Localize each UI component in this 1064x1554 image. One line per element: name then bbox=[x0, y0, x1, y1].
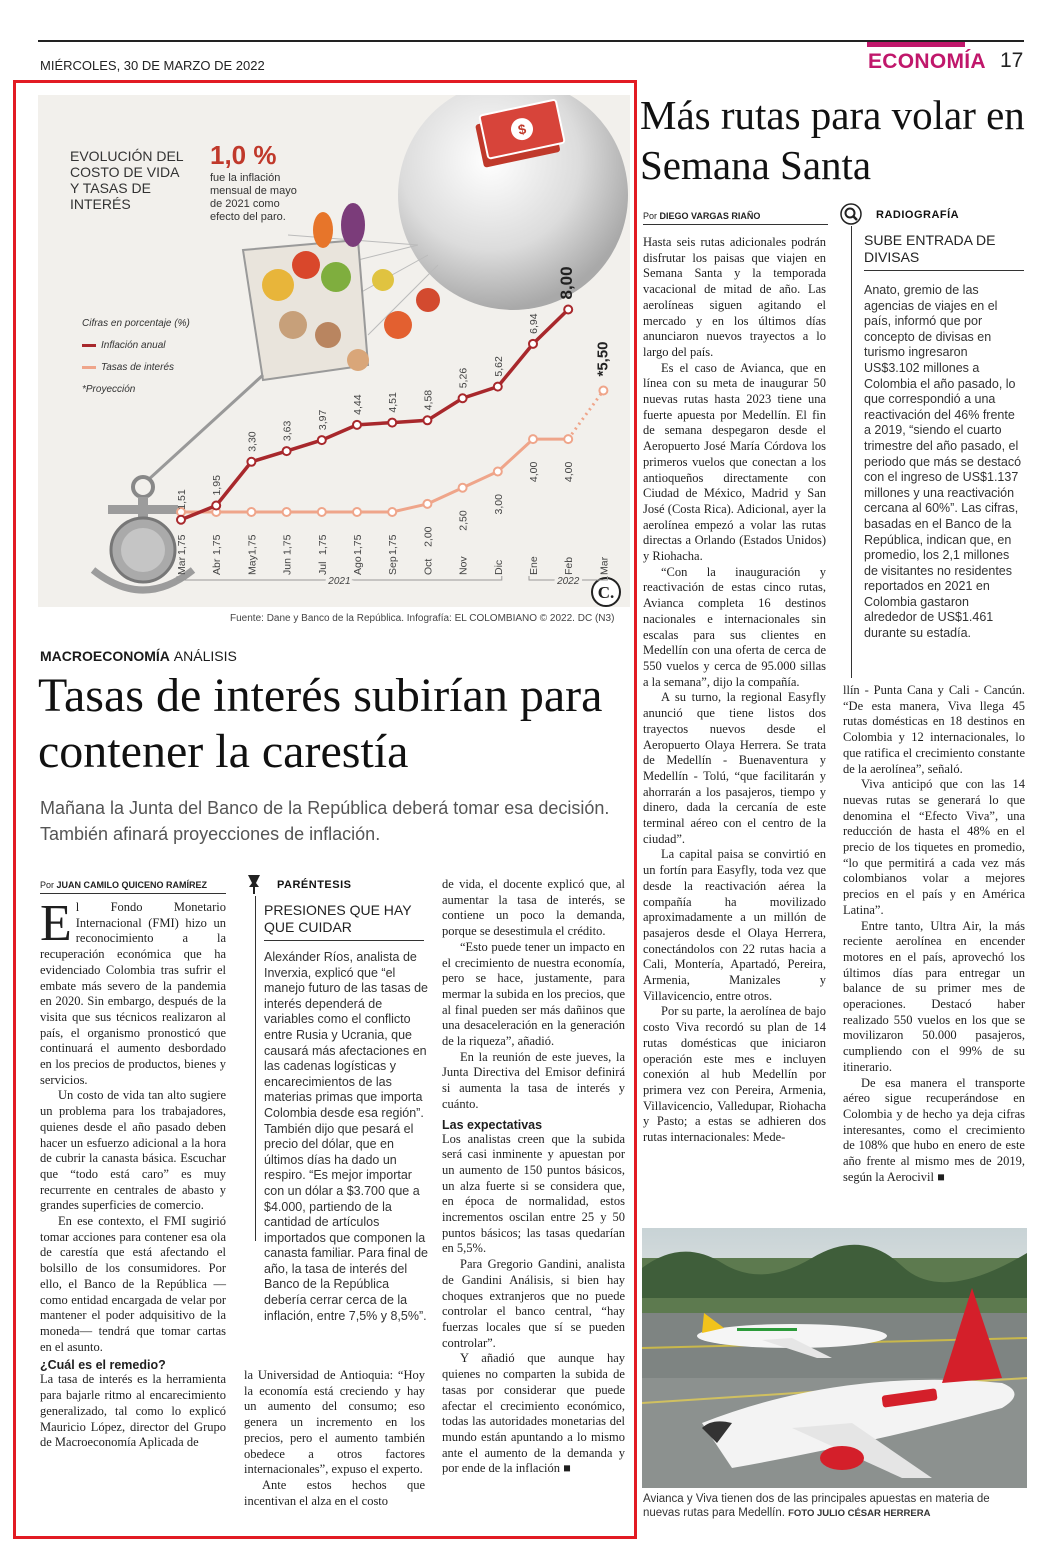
x-tick-label: Sep bbox=[387, 556, 400, 575]
article-paragraph: “Esto puede tener un impacto en el crecimiento de nuestra economía, pero se hace, justamente, para mermar la subida en los precios, que al final pueden ser más dañinos que una desaceleración en la generación de la riqueza”, añadió. bbox=[442, 939, 625, 1049]
article-column-3 bbox=[442, 877, 625, 1477]
data-label-rates: 1,75 bbox=[176, 534, 188, 555]
year-group-label: 2021 bbox=[328, 576, 351, 587]
data-label-rates: 1,75 bbox=[387, 534, 400, 555]
article-paragraph: Ante estos hechos que incentivan el alza en el costo bbox=[244, 1477, 425, 1508]
data-label-rates: 4,00 bbox=[528, 461, 540, 483]
data-point-inflation bbox=[283, 447, 291, 455]
data-point-inflation bbox=[247, 458, 255, 466]
article-paragraph: la Universidad de Antioquia: “Hoy la economía está creciendo y hay un aumento del consumo; eso genera un incremento en los precios, pero el aumento también obedece a otros factores internacionales”, expuso el experto. bbox=[244, 1368, 425, 1477]
side-paragraph: Por su parte, la aerolínea de bajo costo Viva recordó su plan de 14 rutas domésticas que iniciaron operación este mes e incluyen conexión al hub Medellín por primera vez con Pereira, Armenia, Villavicencio, Valledupar, Riohacha y Pasto; a estas se adhieren dos rutas internacionales: Mede- bbox=[643, 1004, 826, 1145]
data-label-inflation: 4,44 bbox=[352, 394, 364, 415]
data-point-rates bbox=[529, 435, 537, 443]
data-point-inflation bbox=[388, 419, 396, 427]
side-paragraph: llín - Punta Cana y Cali - Cancún. “De esta manera, Viva llega 45 rutas domésticas en 18 destinos en Colombia y 12 internacionales, lo que ratifica el crecimiento constante de la aerolínea”, señaló. bbox=[843, 683, 1025, 776]
article-byline: Por JUAN CAMILO QUICENO RAMÍREZ bbox=[40, 880, 208, 890]
data-point-rates bbox=[599, 387, 607, 395]
airport-photo bbox=[642, 1228, 1027, 1488]
legend-projection-note: *Proyección bbox=[82, 383, 136, 395]
side-article-byline: Por DIEGO VARGAS RIAÑO bbox=[643, 211, 761, 221]
airplanes-illustration bbox=[642, 1228, 1027, 1488]
side-column-1 bbox=[643, 235, 826, 1146]
data-point-inflation bbox=[353, 421, 361, 429]
article-deck: Mañana la Junta del Banco de la República deberá tomar esa decisión. También afinará proyecciones de inflación. bbox=[40, 798, 610, 844]
data-label-inflation: 4,51 bbox=[387, 392, 400, 413]
data-point-rates bbox=[388, 508, 396, 516]
legend-heading: Cifras en porcentaje (%) bbox=[82, 317, 190, 329]
data-label-rates: 2,00 bbox=[422, 526, 435, 547]
article-paragraph: de vida, el docente explicó que, al aumentar la tasa de interés, se contiene un poco la demanda, porque se desestimula el crédito. bbox=[442, 877, 625, 939]
data-label-rates: 2,50 bbox=[457, 510, 470, 531]
year-group-label: 2022 bbox=[557, 576, 580, 587]
svg-text:$: $ bbox=[516, 120, 528, 138]
data-label-inflation: 1,95 bbox=[211, 475, 224, 496]
x-tick-label: Jul bbox=[316, 561, 329, 575]
data-point-rates bbox=[353, 508, 361, 516]
article-paragraph: Para Gregorio Gandini, analista de Gandini Análisis, si bien hay choques extranjeros que no puede controlar el banco central, “hay fuerzas locales que sí se pueden controlar”. bbox=[442, 1257, 625, 1350]
highlight-note: fue la inflación mensual de mayo de 2021 como efecto del paro. bbox=[210, 172, 297, 223]
photo-caption: Avianca y Viva tienen dos de las principales apuestas en materia de nuevas rutas para Medellín. FOTO JULIO CÉSAR HERRERA bbox=[643, 1493, 990, 1519]
data-point-rates bbox=[494, 468, 502, 476]
magnifier-icon bbox=[840, 203, 862, 225]
data-label-rates: 1,75 bbox=[352, 534, 364, 555]
side-paragraph: A su turno, la regional Easyfly anunció que tiene listos dos trayectos nuevos desde el Aeropuerto Olaya Herrera. Se trata de Medellín - Buenaventura y Medellín - Tolú, “que facilitarán y ahorrarán a los pasajeros, tiempo y dinero, dada la cercanía de este terminal aéreo con el centro de la ciudad”. bbox=[643, 690, 826, 846]
data-label-inflation: 5,26 bbox=[457, 367, 470, 389]
data-label-rates: 1,75 bbox=[211, 534, 224, 555]
article-subhead: Las expectativas bbox=[442, 1117, 543, 1132]
byline-rule bbox=[40, 893, 226, 894]
side-article-headline: Más rutas para volar en Semana Santa bbox=[640, 92, 1025, 188]
legend-item-rates: Tasas de interés bbox=[82, 356, 190, 378]
article-paragraph: En ese contexto, el FMI sugirió tomar acciones para contener esa ola de carestía que está afectando el bolsillo de los consumidores. Por ello, el Banco de la República —como entidad encargada de velar por mantener el poder adquisitivo de la moneda— tendrá que tomar cartas en el asunto. bbox=[40, 1214, 226, 1354]
pin-icon bbox=[244, 873, 264, 895]
data-point-rates bbox=[423, 500, 431, 508]
article-kicker bbox=[40, 648, 237, 664]
article-paragraph: El Fondo Monetario Internacional (FMI) hizo un reconocimiento a la recuperación económica que ha evidenciado Colombia tras sufrir el embate más severo de la pandemia en 2020. Sin embargo, después de la visita que sus técnicos realizaron al país, el organismo pronosticó que continuará el aumento desbordado en los precios de productos, bienes y servicios. bbox=[40, 895, 226, 1087]
radiografia-title-rule bbox=[864, 270, 1024, 271]
x-tick-label: Nov bbox=[457, 556, 470, 575]
data-label-inflation: 3,97 bbox=[316, 409, 329, 431]
author-name: JUAN CAMILO QUICENO RAMÍREZ bbox=[56, 880, 208, 890]
data-label-inflation: 6,94 bbox=[528, 313, 540, 334]
data-label-rates: 1,75 bbox=[316, 534, 329, 555]
side-column-2 bbox=[843, 683, 1025, 1186]
data-point-rates bbox=[318, 508, 326, 516]
data-label-inflation: 1,51 bbox=[176, 489, 188, 510]
parentesis-title: PRESIONES QUE HAY QUE CUIDAR bbox=[264, 902, 412, 935]
data-label-rates: 4,00 bbox=[563, 461, 576, 483]
side-byline-rule bbox=[643, 224, 828, 225]
data-point-rates bbox=[283, 508, 291, 516]
side-author-name: DIEGO VARGAS RIAÑO bbox=[659, 211, 761, 221]
side-paragraph: Entre tanto, Ultra Air, la más reciente aerolínea en encender motores en el país, aprovechó los últimos días para entregar un balance de su primer mes de operaciones. Destacó haber realizado 550 vuelos en los que se movilizaron 50.000 pasajeros, cumpliendo con el 99% de su itinerario. bbox=[843, 918, 1025, 1074]
side-paragraph: Es el caso de Avianca, que en línea con su meta de inaugurar 50 nuevas rutas hasta 2023 tiene una fuerte apuesta por Medellín. El fin de semana despegaron desde el Aeropuerto José María Córdova los primeros vuelos que conectan a los antioqueños directamente con Ciudad de México, Madrid y San José (Costa Rica). Adicional, ayer la aerolínea empezó a volar las rutas directas a Orlando (Estados Unidos) y Riohacha. bbox=[643, 360, 826, 564]
page-number: 17 bbox=[1000, 49, 1024, 72]
data-label-inflation: 3,30 bbox=[246, 431, 259, 452]
article-column-2 bbox=[244, 1368, 425, 1509]
x-tick-label: Dic bbox=[492, 559, 505, 575]
highlight-value: 1,0 % bbox=[210, 140, 277, 170]
parentesis-title-rule bbox=[264, 940, 424, 941]
side-paragraph: La capital paisa se convirtió en un fortín para Easyfly, toda vez que desde la reactivación aérea la compañía ha movilizado aproximadamente a un millón de pasajeros desde el Olaya Herrera, conectándolos con 22 rutas hacia a Cali, Montería, Apartadó, Pereira, Armenia, Manizales y Villavicencio, entre otros. bbox=[643, 847, 826, 1003]
x-tick-label: Mar bbox=[176, 556, 188, 575]
dropcap: E bbox=[40, 895, 72, 952]
infographic-title: EVOLUCIÓN DEL COSTO DE VIDA Y TASAS DE INTERÉS bbox=[70, 148, 184, 212]
article-paragraph: Un costo de vida tan alto sugiere un problema para los trabajadores, quienes desde el año pasado deben hacer un esfuerzo adicional a la hora de cubrir la canasta básica. Escuchar que “todo está caro” es muy recurrente en centrales de abasto y grandes superficies de comercio. bbox=[40, 1088, 226, 1213]
data-label-rates: 1,75 bbox=[246, 534, 259, 555]
data-label-inflation: 5,62 bbox=[492, 356, 505, 377]
article-paragraph: Y añadió que aunque hay quienes no comparten la subida de tasas por considerar que puede afectar el crecimiento económico, todas las autoridades monetarias del mundo están apuntando a lo mismo ante el aumento de la demanda y por ende de la inflación ■ bbox=[442, 1351, 625, 1476]
x-tick-label: Abr bbox=[211, 558, 224, 575]
kicker-topic: MACROECONOMÍA bbox=[40, 648, 170, 664]
data-point-inflation bbox=[177, 516, 185, 524]
article-paragraph: En la reunión de este jueves, la Junta Directiva del Emisor definirá si aumenta la tasa de interés y cuánto. bbox=[442, 1049, 625, 1111]
article-paragraph: La tasa de interés es la herramienta para bajarle ritmo al encarecimiento generalizado, tal como lo explicó Mauricio López, director del Grupo de Macroeconomía Aplicada de bbox=[40, 1372, 226, 1450]
x-tick-label: Feb bbox=[563, 556, 576, 575]
article-paragraph: Los analistas creen que la subida será casi inminente y apuestan por un aumento de 150 puntos básicos, un alza fuerte si se considera que, en época de normalidad, estos incrementos oscilan entre 25 y 50 puntos básicos; las tasas quedarían en 5,5%. bbox=[442, 1131, 625, 1256]
data-point-rates bbox=[459, 484, 467, 492]
section-color-bar bbox=[867, 42, 965, 47]
article-column-1 bbox=[40, 895, 226, 1451]
data-point-rates bbox=[564, 435, 572, 443]
data-point-inflation bbox=[423, 416, 431, 424]
data-label-inflation: 3,63 bbox=[281, 420, 294, 442]
x-tick-label: Jun bbox=[281, 558, 294, 575]
data-point-inflation bbox=[564, 306, 572, 314]
series-line-rates-projection bbox=[568, 391, 603, 440]
side-paragraph: “Con la inauguración y reactivación de estas cinco rutas, Avianca completa 16 destinos nacionales e internacionales sin escalas para sus clientes en Medellín con una oferta de cerca de 550 vuelos y cerca de 95.000 sillas a la semana”, dijo la compañía. bbox=[643, 564, 826, 689]
parentesis-label: PARÉNTESIS bbox=[277, 879, 352, 891]
series-line-inflation bbox=[181, 310, 568, 520]
photo-credit: FOTO JULIO CÉSAR HERRERA bbox=[788, 1508, 931, 1519]
x-tick-label: May bbox=[246, 555, 259, 575]
inflation-rates-chart bbox=[38, 95, 630, 607]
parentesis-rule bbox=[255, 896, 256, 1241]
data-point-inflation bbox=[459, 394, 467, 402]
data-point-inflation bbox=[212, 502, 220, 510]
data-label-rates: 3,00 bbox=[492, 494, 505, 515]
x-tick-label: Mar bbox=[598, 556, 611, 575]
article-subhead: ¿Cuál es el remedio? bbox=[40, 1358, 166, 1373]
x-tick-label: Ene bbox=[528, 556, 540, 575]
data-point-inflation bbox=[494, 383, 502, 391]
side-paragraph: Hasta seis rutas adicionales podrán disfrutar los paisas que viajen en Semana Santa y la temporada vacacional de mitad de año. Las aerolíneas siguen agitando el mercado y en los últimos días anunciaron nuevos trayectos a lo largo del país. bbox=[643, 235, 826, 359]
data-label-rates: *5,50 bbox=[594, 341, 612, 377]
data-point-rates bbox=[247, 508, 255, 516]
radiografia-title: SUBE ENTRADA DE DIVISAS bbox=[864, 232, 996, 265]
article-headline: Tasas de interés subirían para contener la carestía bbox=[38, 669, 603, 778]
svg-text:C.: C. bbox=[597, 583, 615, 602]
parentesis-text: Alexánder Ríos, analista de Inverxia, explicó que “el manejo futuro de las tasas de interés dependerá de variables como el conflicto entre Rusia y Ucrania, que causará más afectaciones en las cadenas logísticas y encarecimientos de las materias primas que importa Colombia desde esa región”. También dijo que pesará el precio del dólar, que en últimos días ha dado un respiro. “Es mejor importar con un dólar a $3.700 que a $4.000, partiendo de la cantidad de artículos importados que componen la canasta familiar. Para final de año, la tasa de interés del Banco de la República debería cerrar cerca de la inflación, entre 7,5% y 8,5%”. bbox=[264, 950, 428, 1323]
legend-item-inflation: Inflación anual bbox=[82, 334, 190, 356]
side-paragraph: Viva anticipó que con las 14 nuevas rutas se generará lo que denomina el “Efecto Viva”, una reducción de hasta el 48% en el precio de los tiquetes en promedio, “lo que permitirá a cada vez más colombianos volar a mejores precios en el país y en América Latina”. bbox=[843, 777, 1025, 917]
section-name: ECONOMÍA bbox=[868, 50, 986, 73]
side-paragraph: De esa manera el transporte aéreo sigue recuperándose en Colombia y de hecho ya deja cifras interesantes, como el crecimiento de 108% que hubo en enero de este año frente al mismo mes de 2019, según la Aerocivil ■ bbox=[843, 1075, 1025, 1184]
data-label-rates: 1,75 bbox=[281, 534, 294, 555]
edition-date: MIÉRCOLES, 30 DE MARZO DE 2022 bbox=[40, 58, 265, 73]
radiografia-text: Anato, gremio de las agencias de viajes en el país, informó que por concepto de divisas en turismo ingresaron US$3.102 millones a Colombia el año pasado, lo que correspondió a una reactivación del 46% frente a 2019, “siendo el cuarto trimestre del año pasado, el periodo que más se destacó con el ingreso de US$1.137 millones y una reactivación cercana al 60%”. Las cifras, basadas en el Banco de la República, indican que, en promedio, los 2,1 millones de visitantes no residentes reportados en 2021 en Colombia gastaron alrededor de US$1.461 durante su estadía. bbox=[864, 283, 1022, 641]
infographic-source: Fuente: Dane y Banco de la República. Infografía: EL COLOMBIANO © 2022. DC (N3) bbox=[230, 613, 615, 624]
data-label-inflation: 4,58 bbox=[422, 389, 435, 411]
x-tick-label: Oct bbox=[422, 558, 435, 575]
radiografia-label: RADIOGRAFÍA bbox=[876, 209, 960, 221]
radiografia-rule bbox=[851, 226, 852, 678]
data-label-inflation: 8,00 bbox=[557, 266, 577, 300]
data-point-inflation bbox=[318, 436, 326, 444]
x-tick-label: Ago bbox=[352, 556, 364, 575]
kicker-type: ANÁLISIS bbox=[173, 648, 237, 664]
data-point-inflation bbox=[529, 340, 537, 348]
